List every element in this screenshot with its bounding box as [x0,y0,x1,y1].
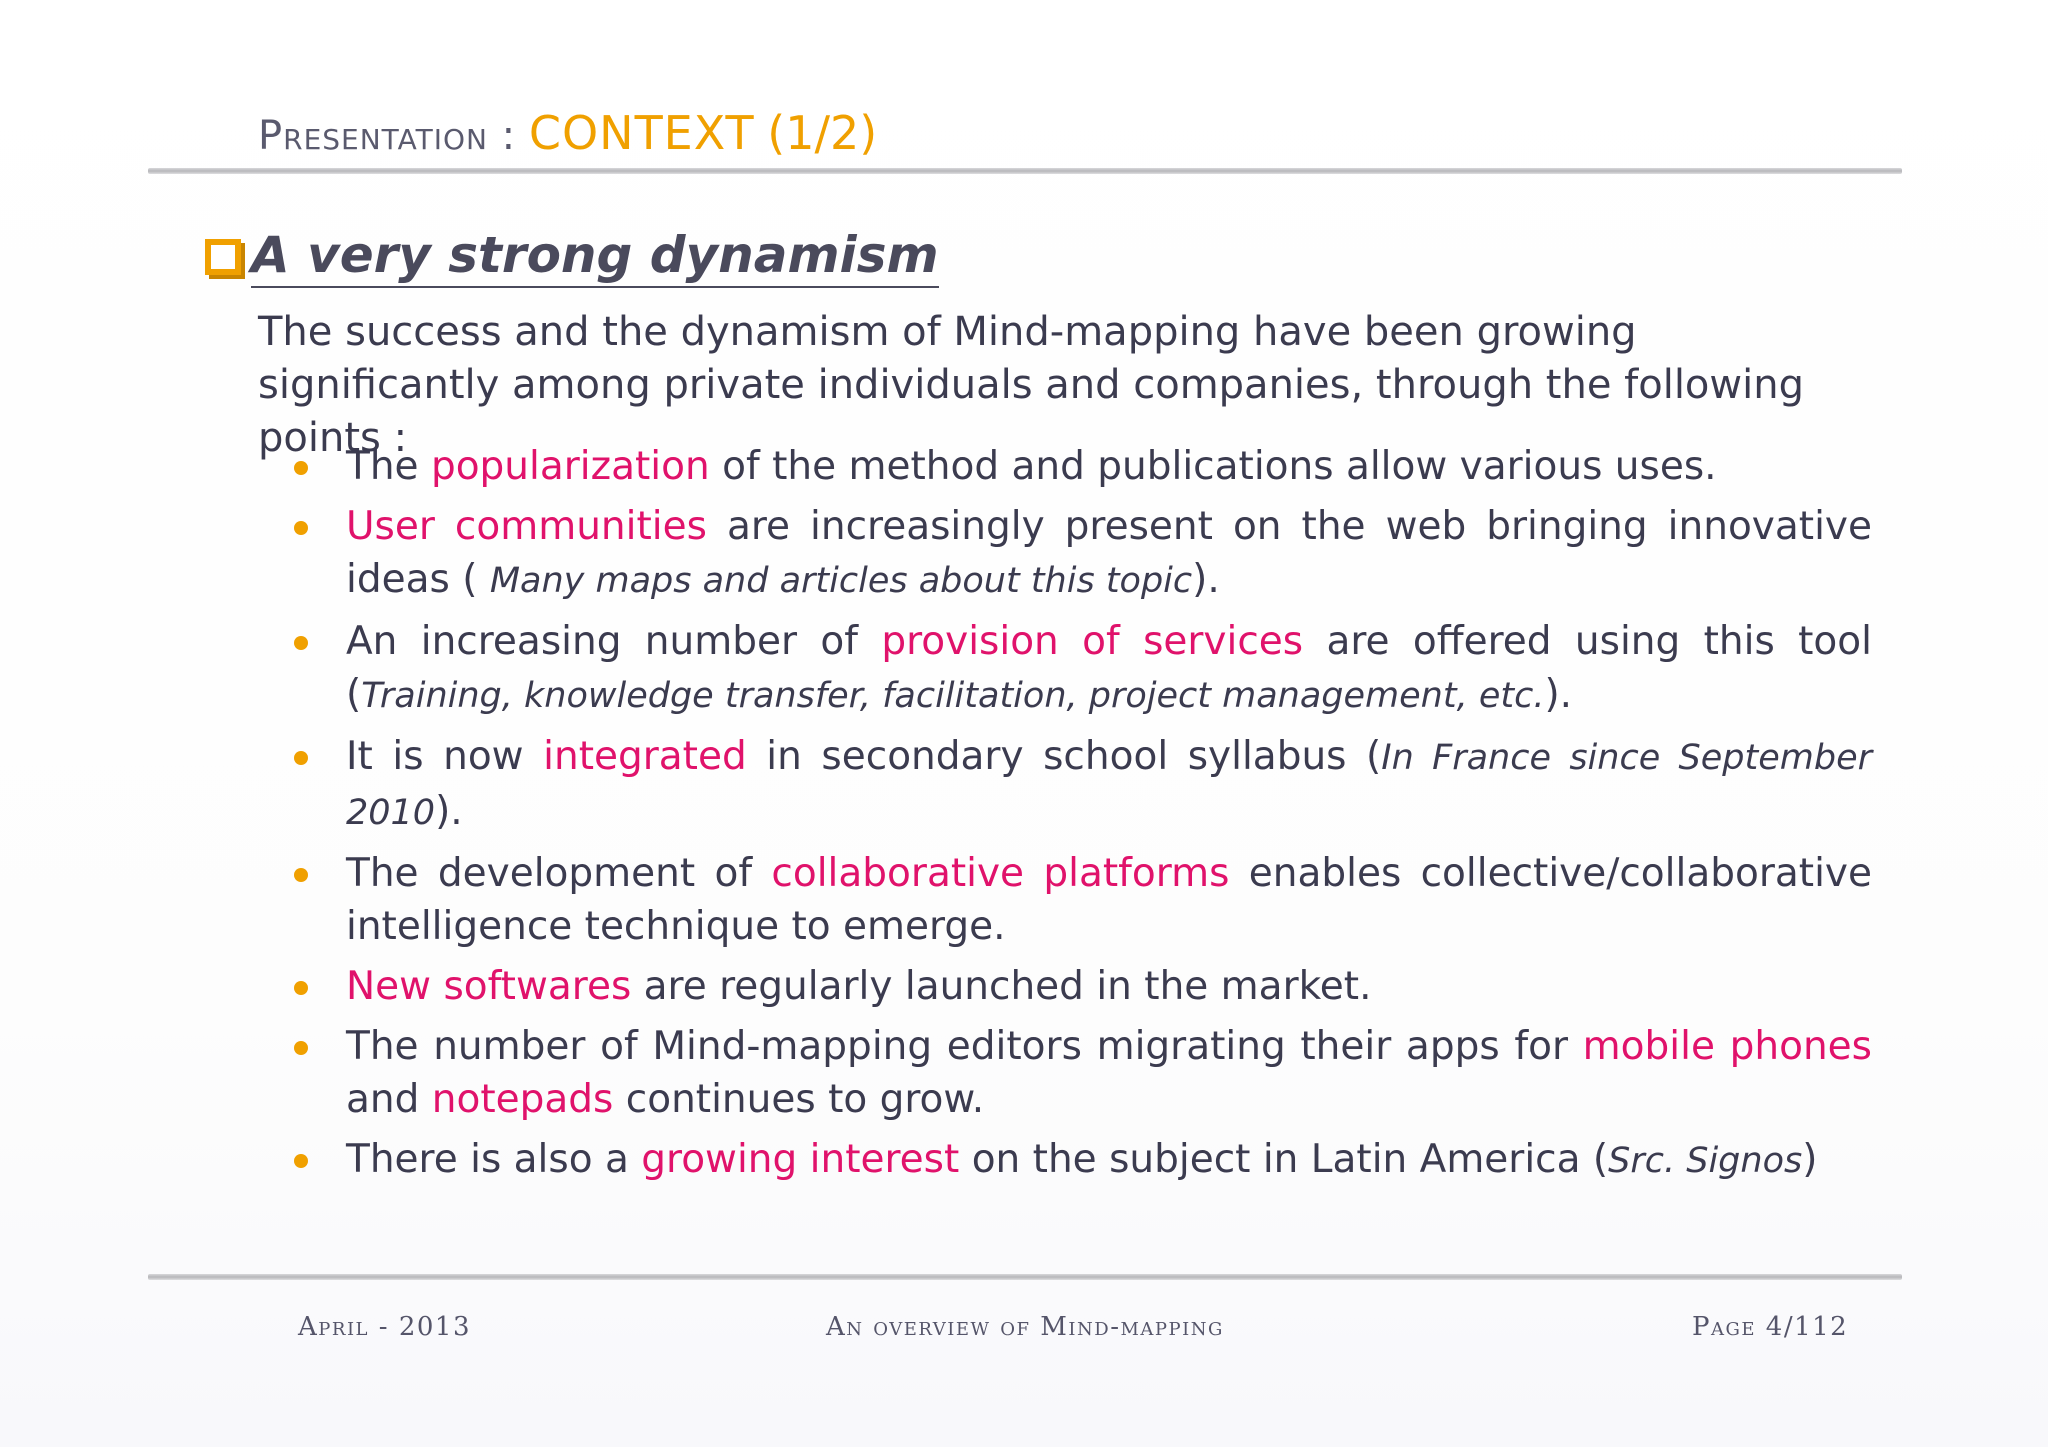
bullet-highlight: integrated [543,734,747,779]
bullet-dot-icon [294,461,308,475]
bullet-highlight: growing interest [641,1137,960,1182]
bullet-list [290,440,1872,1195]
bullet-item-collaborative [290,847,1872,953]
bullet-dot-icon [294,521,308,535]
footer-page-number: Page 4/112 [1692,1312,1849,1342]
footer-date: April - 2013 [298,1312,471,1342]
bullet-item-services [290,615,1872,723]
bullet-item-popularization [290,440,1872,493]
bullet-text: of the method and publications allow various uses. [709,444,1717,489]
bullet-italic-note: In France since September 2010 [346,738,1872,833]
slide-header [258,108,877,161]
bullet-dot-icon [294,1154,308,1168]
bullet-text: are increasingly present on the web bringing innovative ideas ( [346,504,1872,602]
header-prefix: Presentation : [258,113,517,159]
header-divider [148,168,1902,174]
header-topic: CONTEXT [528,106,755,160]
bullet-highlight: collaborative platforms [771,851,1230,896]
bullet-highlight: notepads [431,1077,614,1122]
bullet-text: It is now [346,734,544,779]
bullet-text: on the subject in Latin America ( [959,1137,1609,1182]
bullet-highlight: popularization [430,444,710,489]
bullet-text: continues to grow. [613,1077,985,1122]
bullet-item-new-softwares [290,960,1872,1013]
intro-paragraph: The success and the dynamism of Mind-mapping have been growing significantly among private individuals and companies, through the following points : [258,309,1804,461]
bullet-dot-icon [294,868,308,882]
bullet-item-integrated [290,730,1872,840]
bullet-text: ). [1192,557,1220,602]
bullet-dot-icon [294,981,308,995]
checkbox-bullet-icon [205,239,241,275]
bullet-highlight: New softwares [346,964,632,1009]
footer-divider [148,1274,1902,1280]
bullet-dot-icon [294,1041,308,1055]
section-title: A very strong dynamism [251,226,939,288]
bullet-text: in secondary school syllabus ( [746,734,1382,779]
bullet-text: An increasing number of [346,619,882,664]
header-slide-count: (1/2) [767,106,878,160]
bullet-italic-note: Many maps and articles about this topic [489,561,1193,601]
bullet-item-mobile [290,1020,1872,1126]
bullet-text: ). [435,789,463,834]
bullet-text: ). [1544,672,1573,717]
bullet-text: enables collective/collaborative intelligence technique to emerge. [346,851,1872,949]
section-heading [205,222,939,292]
bullet-italic-note: Src. Signos [1608,1141,1803,1181]
bullet-text: The development of [346,851,772,896]
bullet-text: The number of Mind-mapping editors migrating their apps for [346,1024,1583,1069]
bullet-highlight: provision of services [881,619,1304,664]
bullet-text: are regularly launched in the market. [631,964,1372,1009]
bullet-dot-icon [294,636,308,650]
bullet-dot-icon [294,751,308,765]
bullet-text: There is also a [346,1137,642,1182]
bullet-highlight: mobile phones [1582,1024,1872,1069]
bullet-item-latin-america [290,1133,1872,1188]
footer-title: An overview of Mind-mapping [826,1312,1224,1342]
bullet-text: The [346,444,431,489]
bullet-text: ) [1802,1137,1818,1182]
bullet-text: and [346,1077,432,1122]
bullet-item-user-communities [290,500,1872,608]
bullet-text: are offered using this tool ( [346,619,1872,717]
bullet-highlight: User communities [346,504,707,549]
bullet-italic-note: Training, knowledge transfer, facilitation, project management, etc. [361,676,1545,716]
